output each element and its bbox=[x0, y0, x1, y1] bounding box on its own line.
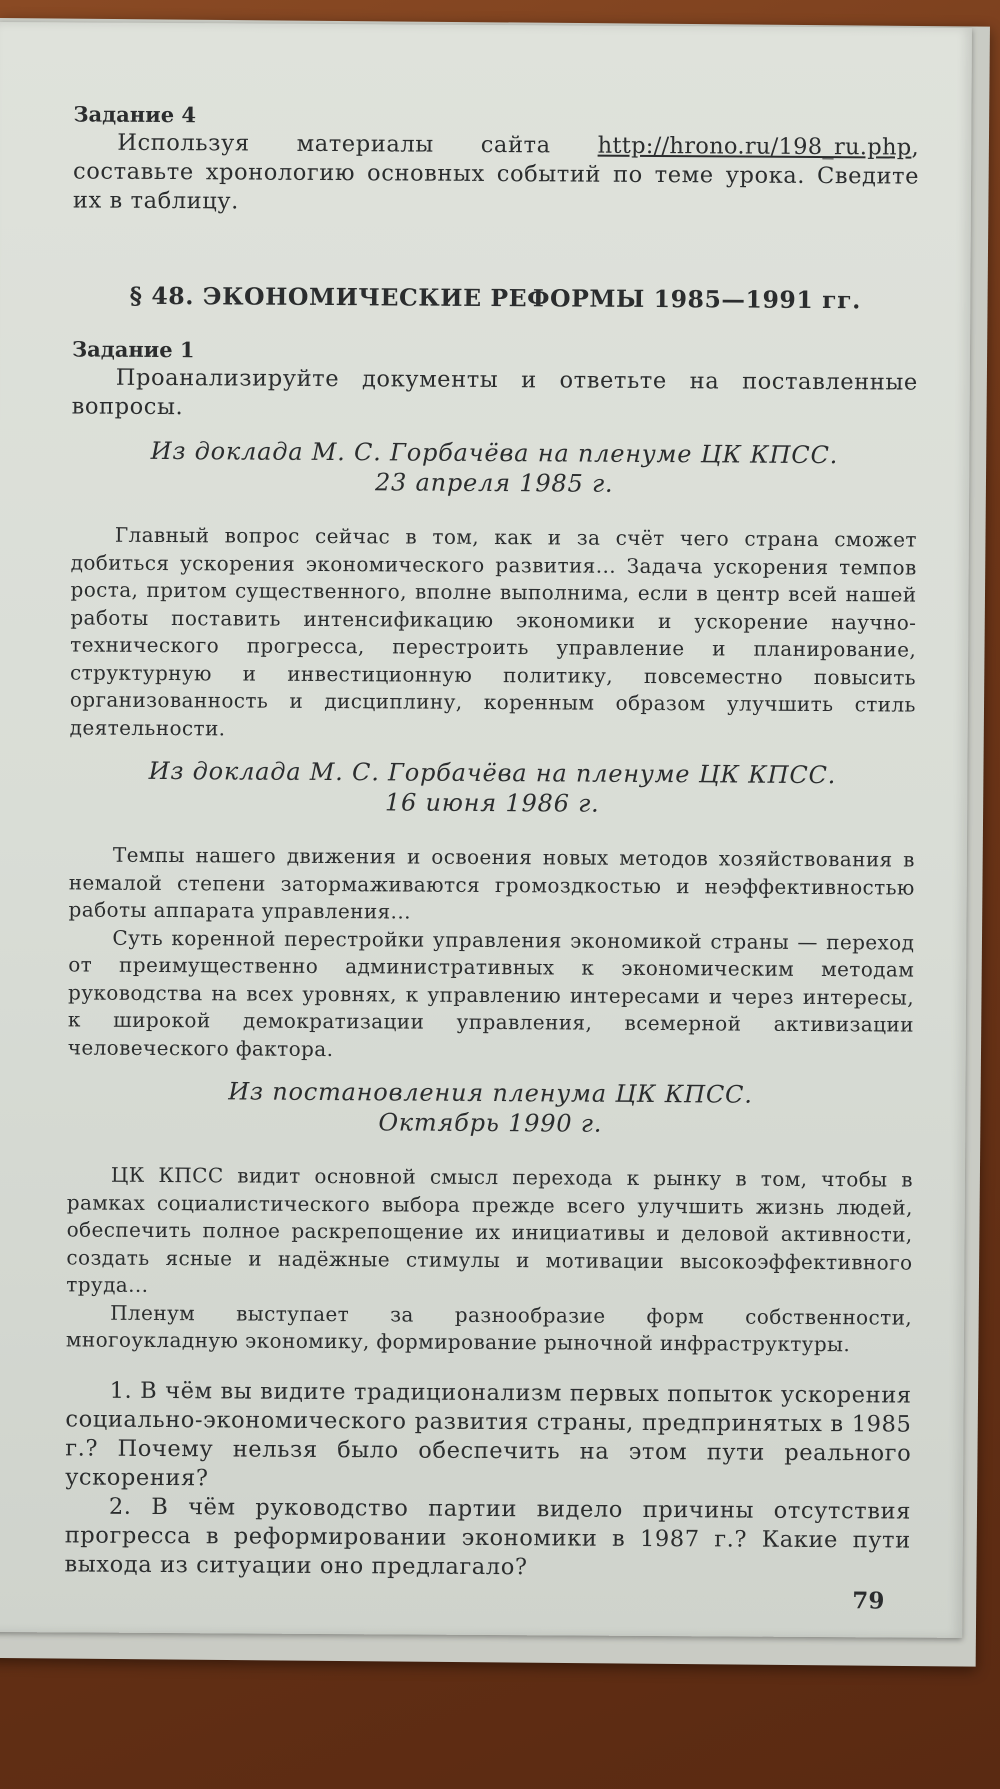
task-1-intro: Проанализируйте документы и ответьте на поставленные вопросы. bbox=[71, 364, 918, 421]
questions-list bbox=[64, 1376, 911, 1584]
textbook-page bbox=[0, 22, 972, 1638]
task-4-text-after-url: , составьте хронологию основных событий по теме урока. Сведите их в таблицу. bbox=[72, 134, 920, 215]
document-3 bbox=[66, 1075, 914, 1359]
question-1: 1. В чём вы видите традиционализм первых попыток ускорения социально-экономического развития страны, предпринятых в 1985 г.? Почему нельзя было обеспечить на этом пути реального ускорения? bbox=[65, 1377, 912, 1491]
task-4-url: http://hrono.ru/198_ru.php bbox=[597, 132, 912, 161]
page-content bbox=[64, 100, 919, 1584]
task-1-block bbox=[72, 335, 919, 426]
document-3-source-line2: Октябрь 1990 г. bbox=[378, 1108, 603, 1138]
document-1-source bbox=[71, 435, 917, 500]
document-3-source bbox=[67, 1075, 913, 1140]
task-4-text-before-url: Используя материалы сайта bbox=[117, 129, 598, 159]
document-2-paragraph-2: Суть коренной перестройки управления экономикой страны — переход от преимущественно административных к экономическим методам руководства на всех уровнях, к управлению интересами и через интересы, к широкой демократизации управления, всемерной активизации человеческого фактора. bbox=[67, 925, 915, 1061]
task-4-block bbox=[73, 100, 920, 220]
document-3-paragraph-1: ЦК КПСС видит основной смысл перехода к рынку в том, чтобы в рамках социалистического выбора прежде всего улучшить жизнь людей, обеспечить полное раскрепощение их инициативы и деловой активности, создать ясные и надёжные стимулы и мотивации высокоэффективного труда... bbox=[66, 1162, 914, 1297]
document-2 bbox=[68, 755, 916, 1066]
document-1-source-line2: 23 апреля 1985 г. bbox=[374, 468, 614, 498]
document-3-paragraph-2: Пленум выступает за разнообразие форм собственности, многоукладную экономику, формирование рыночной инфраструктуры. bbox=[65, 1300, 913, 1357]
task-1-heading: Задание 1 bbox=[71, 336, 195, 363]
document-3-source-line1: Из постановления пленума ЦК КПСС. bbox=[228, 1077, 753, 1109]
document-2-source-line2: 16 июня 1986 г. bbox=[384, 788, 600, 818]
task-4-heading: Задание 4 bbox=[73, 101, 197, 128]
section-title: § 48. ЭКОНОМИЧЕСКИЕ РЕФОРМЫ 1985—1991 гг. bbox=[129, 281, 862, 315]
document-1 bbox=[70, 435, 918, 746]
question-2: 2. В чём руководство партии видело причины отсутствия прогресса в реформировании экономики в 1987 г.? Какие пути выхода из ситуации оно предлагало? bbox=[64, 1493, 912, 1580]
document-2-source bbox=[69, 755, 915, 820]
task-4-text bbox=[73, 128, 920, 220]
document-2-source-line1: Из доклада М. С. Горбачёва на пленуме ЦК КПСС. bbox=[148, 756, 837, 790]
page-number: 79 bbox=[852, 1587, 885, 1615]
document-1-paragraph-1: Главный вопрос сейчас в том, как и за счёт чего страна сможет добиться ускорения экономического развития... Задача ускорения темпов роста, притом существенного, вполне выполнима, если в центр всей нашей работы поставить интенсификацию экономики и ускорение научно-технического прогресса, перестроить управление и планирование, структурную и инвестиционную политику, повсеместно повысить организованность и дисциплину, коренным образом улучшить стиль деятельности. bbox=[69, 522, 917, 740]
document-1-source-line1: Из доклада М. С. Горбачёва на пленуме ЦК КПСС. bbox=[150, 436, 839, 470]
document-2-paragraph-1: Темпы нашего движения и освоения новых методов хозяйствования в немалой степени затормаживаются громоздкостью и неэффективностью работы аппарата управления... bbox=[68, 842, 915, 924]
